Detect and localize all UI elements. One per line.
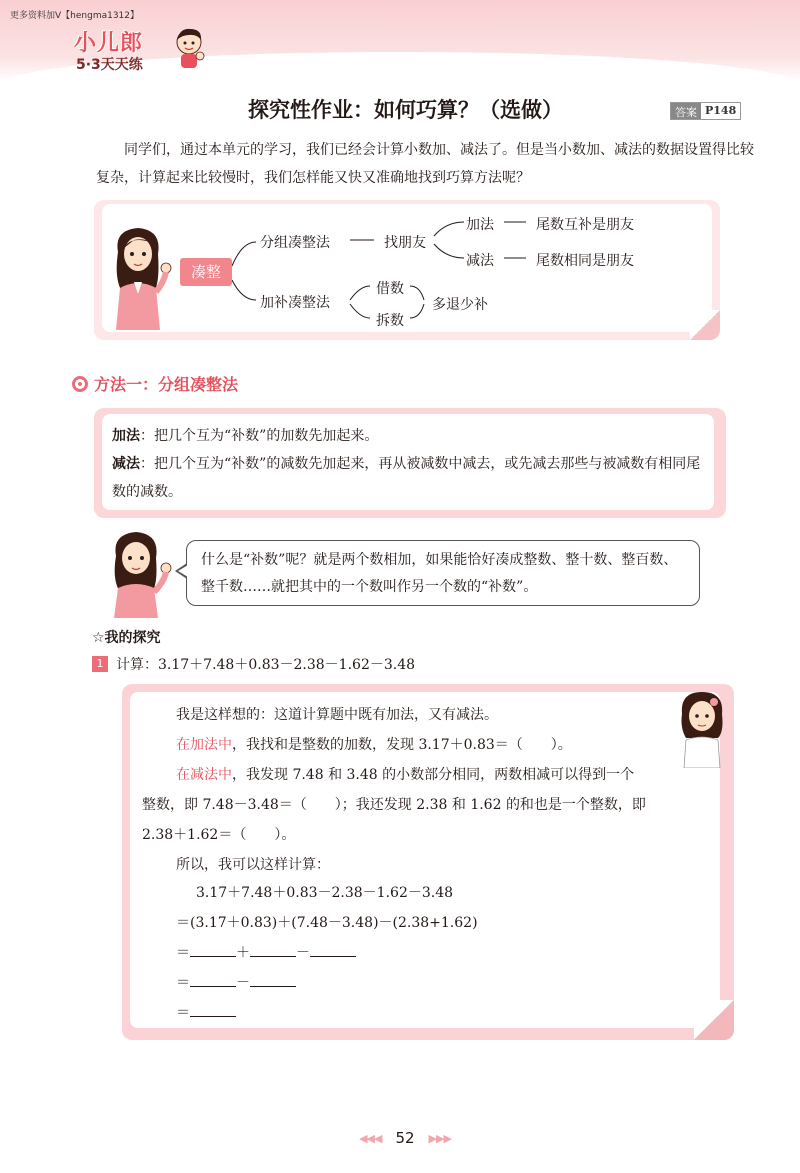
answer-label: 答案	[671, 103, 701, 119]
work-line-3-highlight: 在减法中	[176, 767, 232, 783]
work-line-2	[176, 734, 572, 754]
calc-4-equals: ＝	[176, 975, 190, 991]
right-arrows-icon: ▶▶▶	[428, 1131, 451, 1145]
concept-sub: 减法	[466, 253, 494, 269]
left-arrows-icon: ◀◀◀	[359, 1131, 382, 1145]
calc-3-minus: －	[296, 945, 310, 961]
calc-line-3	[176, 942, 356, 962]
target-icon	[72, 376, 88, 392]
answer-blank[interactable]	[250, 943, 296, 957]
teacher-illustration-icon	[104, 222, 176, 332]
sub-definition	[112, 450, 704, 506]
calc-line-5	[176, 1002, 236, 1022]
speech-bubble	[186, 540, 700, 606]
answer-reference	[670, 102, 741, 120]
concept-split: 拆数	[376, 313, 404, 329]
work-line-4: 整数，即 7.48－3.48＝（ ）；我还发现 2.38 和 1.62 的和也是一个整数，即	[142, 797, 646, 813]
explore-heading: ☆我的探究	[92, 630, 161, 646]
work-line-3-text: ，我发现 7.48 和 3.48 的小数部分相同，两数相减可以得到一个	[232, 767, 635, 783]
title-row	[0, 94, 800, 128]
concept-root-label: 凑整	[180, 258, 232, 286]
mascot-boy-icon	[172, 26, 206, 70]
concept-branch-grouping: 分组凑整法	[260, 235, 330, 251]
work-line-1: 我是这样想的：这道计算题中既有加法，又有减法。	[176, 707, 498, 723]
add-text: ：把几个互为“补数”的加数先加起来。	[140, 428, 379, 444]
concept-add: 加法	[466, 217, 494, 233]
calc-line-1: 3.17＋7.48＋0.83－2.38－1.62－3.48	[196, 885, 454, 901]
concept-find-friends: 找朋友	[384, 235, 426, 251]
page-number: 52	[395, 1129, 415, 1147]
student-girl-icon	[674, 688, 730, 768]
calc-line-2: ＝(3.17＋0.83)＋(7.48－3.48)－(2.38+1.62)	[176, 915, 478, 931]
calc-3-plus: ＋	[236, 945, 250, 961]
question-one	[92, 654, 415, 674]
work-line-5: 2.38＋1.62＝（ ）。	[142, 827, 296, 843]
question-number: 1	[92, 656, 108, 672]
question-text: 计算：3.17＋7.48＋0.83－2.38－1.62－3.48	[116, 657, 416, 673]
page-title: 探究性作业：如何巧算？（选做）	[248, 98, 563, 122]
sub-text: ：把几个互为“补数”的减数先加起来，再从被减数中减去，或先减去那些与被减数有相同尾数的减数。	[112, 456, 701, 500]
concept-sub-rule: 尾数相同是朋友	[536, 253, 634, 269]
calc-3-equals: ＝	[176, 945, 190, 961]
work-line-3	[176, 764, 634, 784]
answer-blank[interactable]	[190, 1003, 236, 1017]
work-line-6: 所以，我可以这样计算：	[176, 857, 330, 873]
add-label: 加法	[112, 428, 140, 444]
concept-branch-complement: 加补凑整法	[260, 295, 330, 311]
answer-blank[interactable]	[250, 973, 296, 987]
calc-line-4	[176, 972, 296, 992]
brand-name: 小儿郎	[74, 31, 144, 56]
teacher-pointing-icon	[102, 528, 174, 618]
top-note: 更多资料加V【hengma1312】	[10, 11, 140, 21]
concept-result: 多退少补	[432, 297, 488, 313]
brand-sub: 5·3天天练	[76, 57, 143, 73]
speech-text: 什么是“补数”呢？就是两个数相加，如果能恰好凑成整数、整十数、整百数、整千数……就把其中的一个数叫作另一个数的“补数”。	[201, 552, 678, 595]
work-line-2-text: ，我找和是整数的加数，发现 3.17＋0.83＝（ ）。	[232, 737, 572, 753]
answer-blank[interactable]	[190, 943, 236, 957]
concept-add-rule: 尾数互补是朋友	[536, 217, 634, 233]
sub-label: 减法	[112, 456, 140, 472]
add-definition	[112, 422, 704, 450]
calc-4-minus: －	[236, 975, 250, 991]
method-one-title: 方法一：分组凑整法	[94, 375, 239, 394]
answer-blank[interactable]	[310, 943, 356, 957]
work-line-2-highlight: 在加法中	[176, 737, 232, 753]
concept-borrow: 借数	[376, 281, 404, 297]
page-footer	[340, 1128, 470, 1148]
definition-panel	[94, 408, 726, 518]
brand-logo	[72, 26, 222, 76]
answer-blank[interactable]	[190, 973, 236, 987]
calc-5-equals: ＝	[176, 1005, 190, 1021]
method-one-heading	[72, 372, 238, 395]
intro-paragraph: 同学们，通过本单元的学习，我们已经会计算小数加、减法了。但是当小数加、减法的数据设置得比较复杂，计算起来比较慢时，我们怎样能又快又准确地找到巧算方法呢？	[96, 142, 754, 186]
answer-page: P148	[701, 103, 740, 119]
